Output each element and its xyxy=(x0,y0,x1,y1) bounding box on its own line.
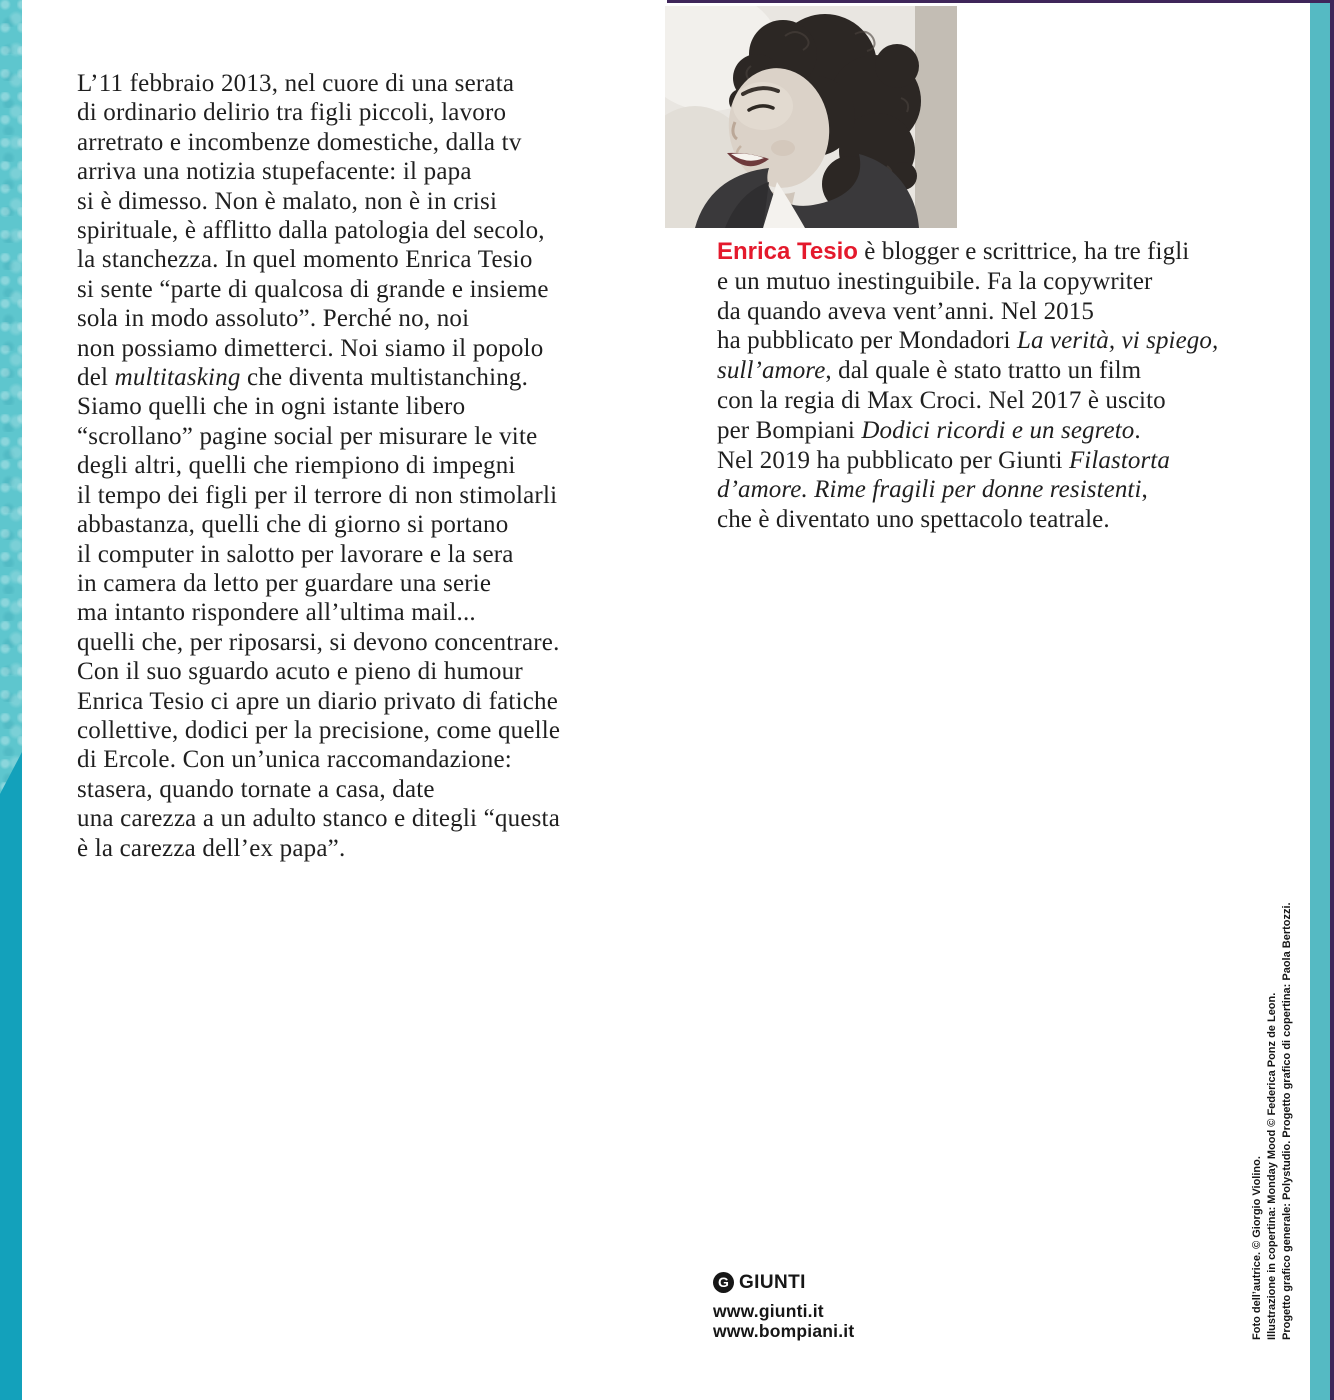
flap-top-edge-line xyxy=(667,0,1334,3)
text-line: Enrica Tesio è blogger e scrittrice, ha tre figli xyxy=(717,238,1190,265)
text-line: si è dimesso. Non è malato, non è in crisi xyxy=(77,187,498,215)
text-line: ma intanto rispondere all’ultima mail... xyxy=(77,599,476,627)
svg-text:G: G xyxy=(718,1274,729,1291)
text-line: arriva una notizia stupefacente: il papa xyxy=(77,158,472,186)
text-line: una carezza a un adulto stanco e ditegli “questa xyxy=(77,805,560,833)
text-line: stasera, quando tornate a casa, date xyxy=(77,775,435,803)
flap-right-edge-line xyxy=(1330,0,1334,1400)
giunti-logo-text: GIUNTI xyxy=(739,1271,806,1293)
text-line: il tempo dei figli per il terrore di non stimolarli xyxy=(77,481,558,509)
flap-right-color-strip xyxy=(1310,3,1330,1400)
text-line: di Ercole. Con un’unica raccomandazione: xyxy=(77,746,512,774)
text-line: Illustrazione in copertina: Monday Mood © Federica Ponz de Leon. xyxy=(1266,992,1278,1340)
publisher-url-giunti: www.giunti.it xyxy=(713,1301,824,1321)
text-line: arretrato e incombenze domestiche, dalla tv xyxy=(77,128,522,156)
text-line: spirituale, è afflitto dalla patologia del secolo, xyxy=(77,217,545,245)
text-line: L’11 febbraio 2013, nel cuore di una serata xyxy=(77,70,515,97)
publisher-block xyxy=(713,1272,854,1341)
text-line: ha pubblicato per Mondadori La verità, vi spiego, xyxy=(717,327,1219,355)
author-bio xyxy=(717,237,1218,535)
text-line: Siamo quelli che in ogni istante libero xyxy=(77,393,466,421)
text-line: collettive, dodici per la precisione, come quelle xyxy=(77,716,561,744)
text-line: Enrica Tesio ci apre un diario privato di fatiche xyxy=(77,687,559,715)
text-line: da quando aveva vent’anni. Nel 2015 xyxy=(717,297,1094,325)
text-line: il computer in salotto per lavorare e la sera xyxy=(77,540,514,568)
author-name-highlight: Enrica Tesio xyxy=(717,238,858,265)
text-line: Foto dell’autrice. © Giorgio Violino. xyxy=(1251,1156,1263,1340)
spine-strip-dark-section xyxy=(0,752,22,1400)
text-line: Progetto grafico generale: Polystudio. Progetto grafico di copertina: Paola Bertozzi. xyxy=(1281,902,1293,1340)
text-line: “scrollano” pagine social per misurare le vite xyxy=(77,422,538,450)
book-blurb xyxy=(77,69,560,863)
text-line: con la regia di Max Croci. Nel 2017 è uscito xyxy=(717,386,1166,414)
text-line: di ordinario delirio tra figli piccoli, lavoro xyxy=(77,99,507,127)
text-line: in camera da letto per guardare una serie xyxy=(77,569,492,597)
author-photo-illustration xyxy=(665,6,957,228)
text-line: degli altri, quelli che riempiono di impegni xyxy=(77,452,516,480)
text-line: Con il suo sguardo acuto e pieno di humour xyxy=(77,658,523,686)
text-line: si sente “parte di qualcosa di grande e insieme xyxy=(77,275,549,303)
text-line: la stanchezza. In quel momento Enrica Tesio xyxy=(77,246,533,274)
text-line: che è diventato uno spettacolo teatrale. xyxy=(717,506,1110,534)
text-line: sola in modo assoluto”. Perché no, noi xyxy=(77,305,470,333)
text-line: non possiamo dimetterci. Noi siamo il popolo xyxy=(77,334,544,362)
giunti-g-icon xyxy=(713,1272,734,1293)
author-photo xyxy=(665,6,957,228)
text-line: è la carezza dell’ex papa”. xyxy=(77,834,346,862)
text-line: abbastanza, quelli che di giorno si portano xyxy=(77,511,509,539)
text-line: sull’amore, dal quale è stato tratto un film xyxy=(717,357,1142,385)
text-line: e un mutuo inestinguibile. Fa la copywriter xyxy=(717,267,1153,295)
text-line: del multitasking che diventa multistanching. xyxy=(77,364,529,392)
text-line: quelli che, per riposarsi, si devono concentrare. xyxy=(77,628,560,656)
photo-credits xyxy=(1250,900,1295,1340)
spine-color-strip xyxy=(0,0,22,1400)
text-line: per Bompiani Dodici ricordi e un segreto. xyxy=(717,416,1141,444)
giunti-logo xyxy=(713,1272,854,1293)
publisher-url-bompiani: www.bompiani.it xyxy=(713,1320,855,1341)
text-line: d’amore. Rime fragili per donne resistenti, xyxy=(717,476,1148,504)
text-line: Nel 2019 ha pubblicato per Giunti Filastorta xyxy=(717,446,1170,474)
